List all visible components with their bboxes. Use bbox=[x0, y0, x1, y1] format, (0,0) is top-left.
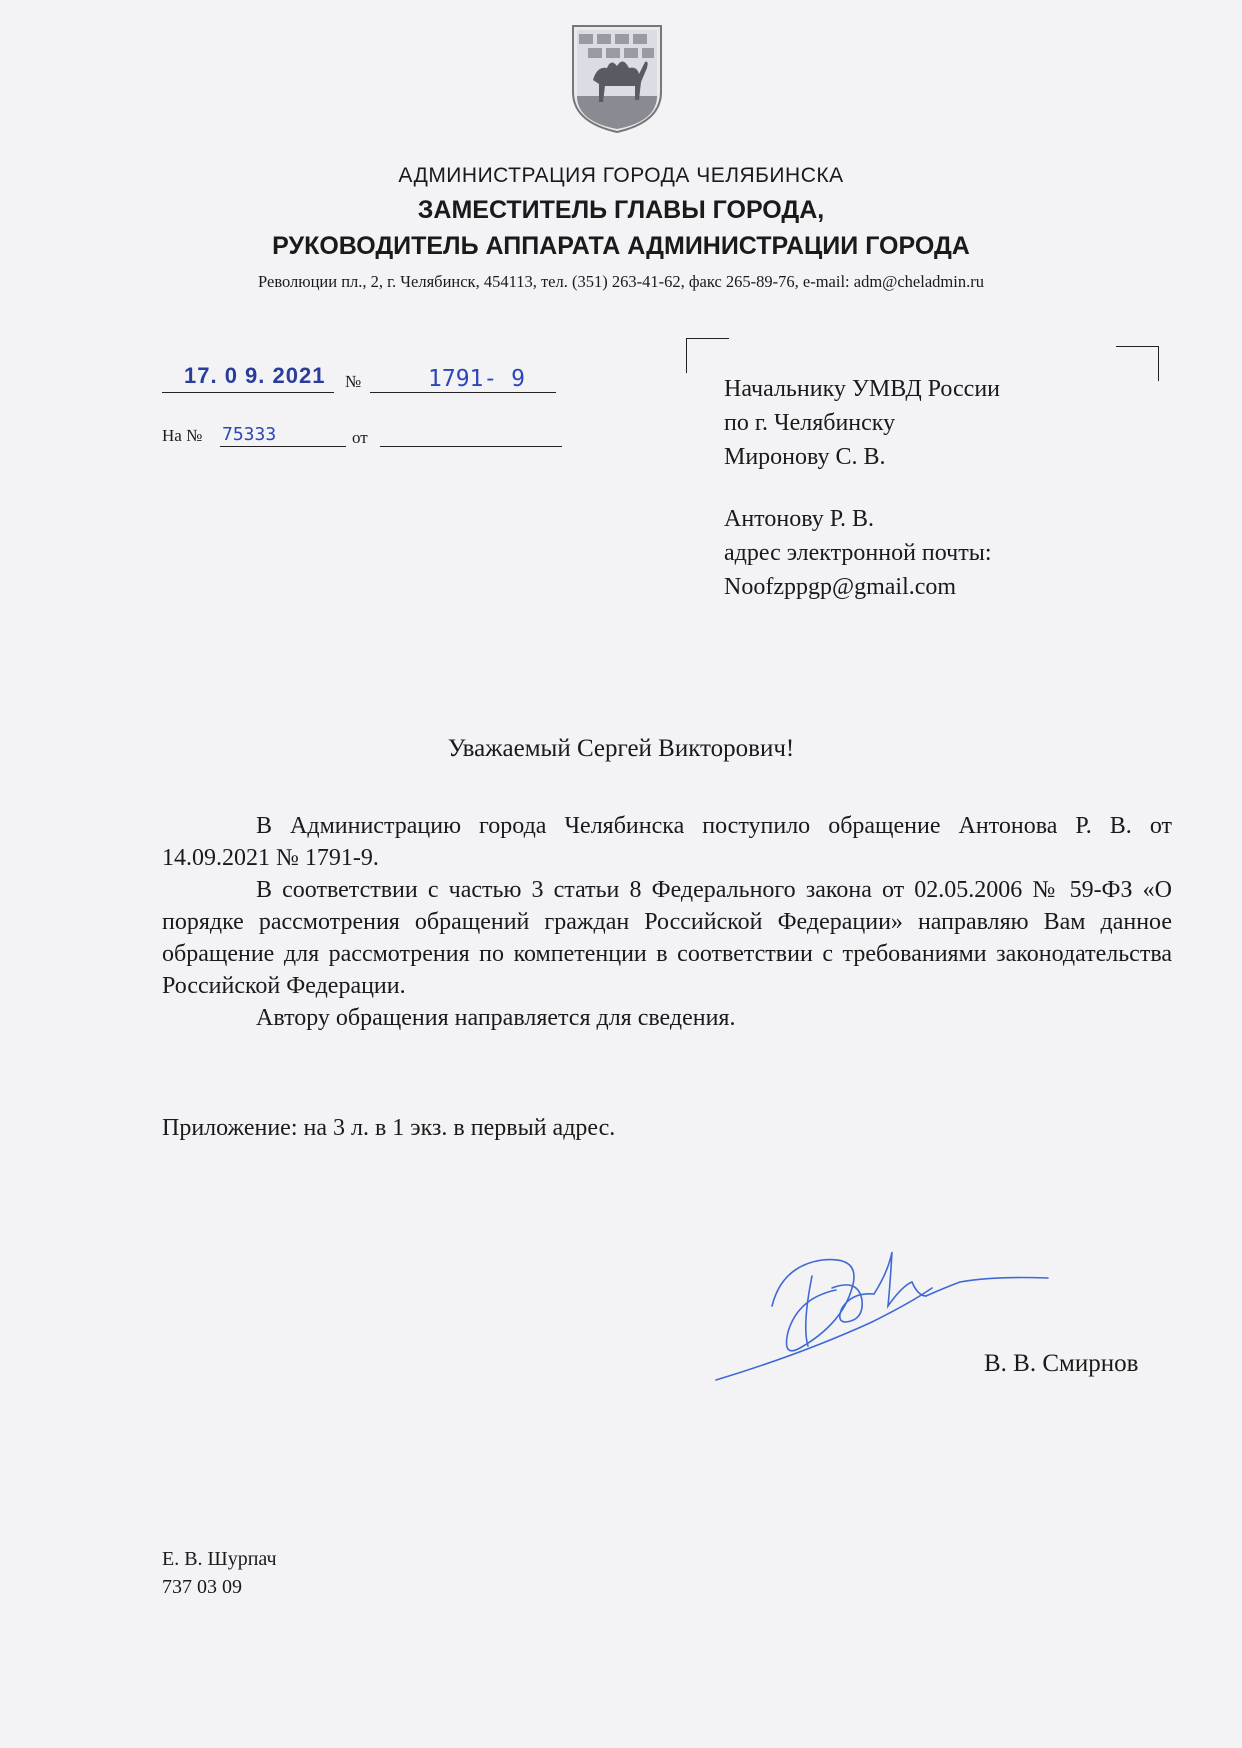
attachment-note: Приложение: на 3 л. в 1 экз. в первый адрес. bbox=[162, 1115, 616, 1141]
from-underline bbox=[380, 446, 562, 447]
addressee-line: по г. Челябинску bbox=[724, 410, 896, 436]
addressee-line: Миронову С. В. bbox=[724, 444, 886, 470]
addressee-line: адрес электронной почты: bbox=[724, 540, 992, 566]
outgoing-date-stamp: 17. 0 9. 2021 bbox=[184, 363, 326, 388]
addressee-email: Noofzppgp@gmail.com bbox=[724, 574, 957, 600]
official-title-line1: ЗАМЕСТИТЕЛЬ ГЛАВЫ ГОРОДА, bbox=[417, 196, 825, 224]
executor-block bbox=[162, 1545, 277, 1601]
number-underline bbox=[370, 392, 556, 393]
addressee-line: Антонову Р. В. bbox=[724, 506, 875, 532]
executor-name: Е. В. Шурпач bbox=[162, 1548, 277, 1570]
addressee-block bbox=[724, 372, 1000, 474]
paragraph-2: В соответствии с частью 3 статьи 8 Федерального закона от 02.05.2006 № 59-ФЗ «О порядке рассмотрения обращений граждан Российской Федерации» направляю Вам данное обращение для рассмотрения по компетенции в соответствии с требованиями законодательства Российской Федерации. bbox=[162, 877, 1172, 999]
signatory-name: В. В. Смирнов bbox=[984, 1350, 1139, 1377]
ref-number-label: На № bbox=[162, 426, 203, 445]
outgoing-number-handwritten: 1791- 9 bbox=[428, 366, 525, 392]
addressee-line: Начальнику УМВД России bbox=[724, 376, 1001, 402]
greeting: Уважаемый Сергей Викторович! bbox=[447, 735, 795, 762]
organization-name: АДМИНИСТРАЦИЯ ГОРОДА ЧЕЛЯБИНСКА bbox=[398, 164, 844, 187]
addressee-corner-right bbox=[1116, 346, 1159, 381]
number-label: № bbox=[345, 372, 362, 391]
official-title-line2: РУКОВОДИТЕЛЬ АППАРАТА АДМИНИСТРАЦИИ ГОРОДА bbox=[272, 232, 970, 260]
organization-address: Революции пл., 2, г. Челябинск, 454113, тел. (351) 263-41-62, факс 265-89-76, e-mail: adm@cheladmin.ru bbox=[258, 272, 984, 291]
addressee-corner-left bbox=[686, 338, 729, 373]
from-label: от bbox=[352, 428, 368, 447]
letter-body bbox=[162, 810, 1172, 1034]
executor-phone: 737 03 09 bbox=[162, 1576, 242, 1598]
coat-of-arms-icon bbox=[567, 22, 667, 134]
paragraph-3: Автору обращения направляется для сведения. bbox=[256, 1005, 736, 1031]
ref-number-underline bbox=[220, 446, 346, 447]
ref-number-handwritten: 75333 bbox=[222, 424, 277, 445]
date-underline bbox=[162, 392, 334, 393]
addressee-block-2 bbox=[724, 502, 992, 604]
paragraph-1: В Администрацию города Челябинска поступило обращение Антонова Р. В. от 14.09.2021 № 1791-9. bbox=[162, 813, 1172, 871]
